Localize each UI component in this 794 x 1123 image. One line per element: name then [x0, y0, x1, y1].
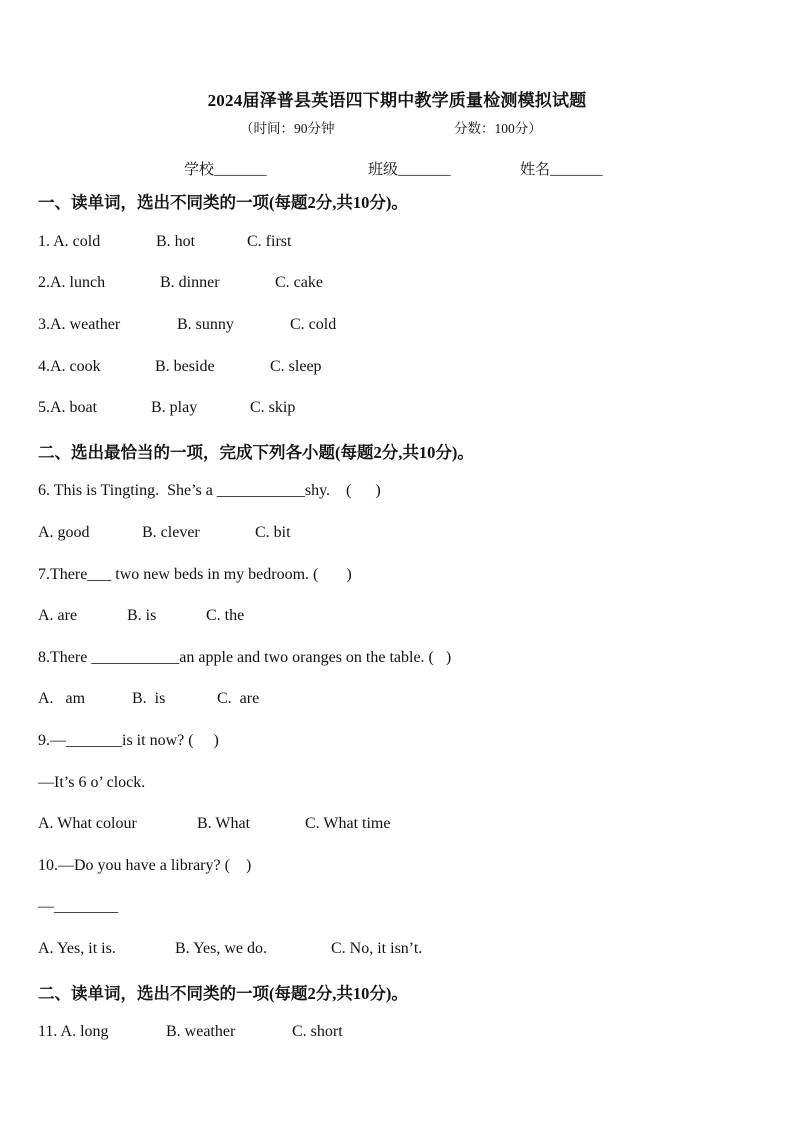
q1-option-c: C. first: [247, 233, 292, 250]
q9-answer: —It’s 6 o’ clock.: [38, 774, 146, 791]
q10-answer: —________: [38, 898, 118, 915]
q5-option-b: B. play: [151, 399, 198, 416]
q9-stem: 9.—_______is it now? ( ): [38, 732, 219, 749]
q11-option-c: C. short: [292, 1023, 343, 1040]
q8-option-a: A. am: [38, 690, 86, 707]
q2-option-a: 2.A. lunch: [38, 274, 106, 291]
q9-option-b: B. What: [197, 815, 251, 832]
q9-option-a: A. What colour: [38, 815, 137, 832]
section-3-heading: 二、读单词，选出不同类的一项(每题2分,共10分)。: [38, 984, 408, 1003]
name-field: 姓名_______: [520, 162, 603, 178]
q8-stem: 8.There ___________an apple and two oranges on the table. ( ): [38, 649, 452, 666]
q4-option-c: C. sleep: [270, 358, 322, 375]
q6-option-c: C. bit: [255, 524, 291, 541]
q8-option-c: C. are: [217, 690, 260, 707]
q7-option-a: A. are: [38, 607, 78, 624]
q4-option-a: 4.A. cook: [38, 358, 101, 375]
section-2-heading: 二、选出最恰当的一项，完成下列各小题(每题2分,共10分)。: [38, 443, 474, 462]
q3-option-b: B. sunny: [177, 316, 234, 333]
q2-option-b: B. dinner: [160, 274, 220, 291]
q11-option-a: 11. A. long: [38, 1023, 109, 1040]
q7-stem: 7.There___ two new beds in my bedroom. ( ): [38, 566, 352, 583]
page-title: 2024届泽普县英语四下期中教学质量检测模拟试题: [207, 91, 587, 110]
exam-time: （时间：90分钟: [240, 121, 335, 136]
q6-stem: 6. This is Tingting. She’s a ___________shy. ( ): [38, 482, 381, 499]
q10-option-b: B. Yes, we do.: [175, 940, 268, 957]
q5-option-c: C. skip: [250, 399, 296, 416]
q11-option-b: B. weather: [166, 1023, 236, 1040]
q3-option-a: 3.A. weather: [38, 316, 121, 333]
q2-option-c: C. cake: [275, 274, 323, 291]
q5-option-a: 5.A. boat: [38, 399, 98, 416]
q4-option-b: B. beside: [155, 358, 215, 375]
q10-option-a: A. Yes, it is.: [38, 940, 116, 957]
q1-option-a: 1. A. cold: [38, 233, 101, 250]
q6-option-a: A. good: [38, 524, 90, 541]
q3-option-c: C. cold: [290, 316, 337, 333]
q7-option-b: B. is: [127, 607, 157, 624]
q9-option-c: C. What time: [305, 815, 391, 832]
q10-option-c: C. No, it isn’t.: [331, 940, 423, 957]
q10-stem: 10.—Do you have a library? ( ): [38, 857, 252, 874]
q7-option-c: C. the: [206, 607, 245, 624]
q1-option-b: B. hot: [156, 233, 196, 250]
q8-option-b: B. is: [132, 690, 166, 707]
q6-option-b: B. clever: [142, 524, 200, 541]
exam-score: 分数：100分）: [454, 121, 542, 136]
school-field: 学校_______: [184, 162, 267, 178]
section-1-heading: 一、读单词，选出不同类的一项(每题2分,共10分)。: [38, 193, 408, 212]
class-field: 班级_______: [368, 162, 451, 178]
